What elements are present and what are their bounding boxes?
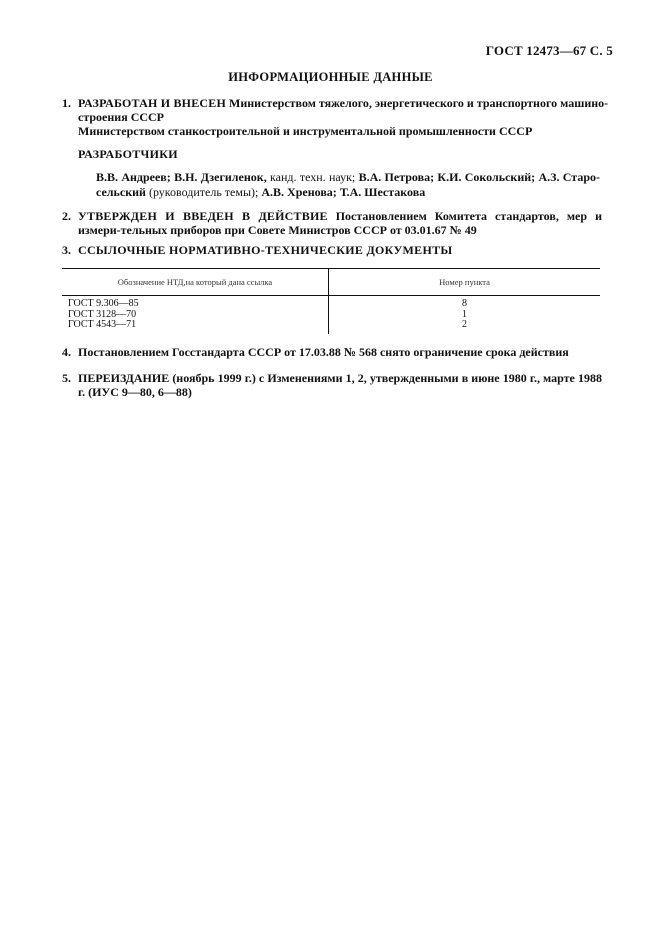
section-2-lead: УТВЕРЖДЕН И ВВЕДЕН В ДЕЙСТВИЕ [78,209,328,223]
column-header-document: Обозначение НТД,на который дана ссылка [62,269,329,296]
cell-document: ГОСТ 9.306—85 [62,296,329,310]
developer-name: Т.А. Шестакова [339,184,426,199]
section-1-lead: РАЗРАБОТАН И ВНЕСЕН [78,96,227,110]
section-5 [62,371,602,399]
section-1-rest: Министерством тяжелого, энергетического и транспортного машино- [226,96,609,110]
document-title: ИНФОРМАЦИОННЫЕ ДАННЫЕ [228,70,433,84]
reference-documents-table [62,268,600,334]
developers-heading: РАЗРАБОТЧИКИ [78,147,178,161]
table-row [62,320,600,334]
developer-name: В.В. Андреев; [96,170,171,184]
section-2 [62,209,602,237]
developer-degree: канд. техн. наук; [266,170,356,184]
section-2-text [78,209,602,237]
cell-document: ГОСТ 3128—70 [62,310,329,321]
developer-name: К.И. Сокольский; [437,170,536,184]
cell-item: 1 [462,308,467,320]
section-2-number: 2. [62,209,71,223]
cell-item: 2 [462,319,467,330]
developer-role: (руководитель темы); [145,184,259,199]
section-1-line2: строения СССР [78,110,165,124]
section-3-heading: ССЫЛОЧНЫЕ НОРМАТИВНО-ТЕХНИЧЕСКИЕ ДОКУМЕНТЫ [78,243,453,257]
column-header-item: Номер пункта [329,269,601,296]
section-3 [62,243,602,257]
page-header: ГОСТ 12473—67 С. 5 [485,43,613,58]
cell-item: 8 [462,298,467,309]
developers-list [96,170,600,199]
section-3-number: 3. [62,243,71,257]
section-1 [62,96,609,138]
section-1-line1 [78,96,609,110]
cell-document: ГОСТ 4543—71 [62,320,329,334]
developer-name: В.А. Петрова; [358,170,435,184]
section-5-text: ПЕРЕИЗДАНИЕ (ноябрь 1999 г.) с Изменениями 1, 2, утвержденными в июне 1980 г., марте 1988 г. (ИУС 9—80, 6—88) [78,371,602,399]
section-1-line3: Министерством станкостроительной и инструментальной промышленности СССР [78,124,533,138]
table-header-row [62,269,600,296]
section-4 [62,345,602,359]
section-1-text [78,96,609,138]
table-row [62,296,600,310]
section-5-number: 5. [62,371,71,385]
section-2-rest: Постановлением Комитета стандартов, мер и измери-тельных приборов при Совете Министров СССР от 03.01.67 № 49 [78,209,602,237]
section-4-number: 4. [62,345,71,359]
section-4-text: Постановлением Госстандарта СССР от 17.03.88 № 568 снято ограничение срока действия [78,345,569,359]
developer-name: В.Н. Дзегиленок, [174,170,267,184]
section-1-number: 1. [62,96,71,110]
developer-name: А.В. Хренова; [261,184,337,199]
developer-name: А.З. Старо-сельский [96,170,601,199]
table-row [62,310,600,321]
